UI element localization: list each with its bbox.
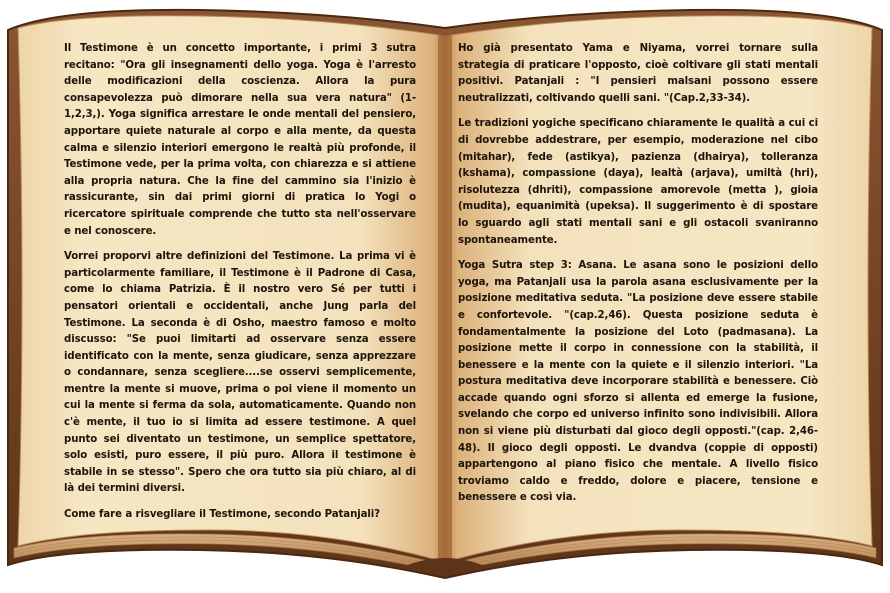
left-page-text <box>64 41 416 533</box>
left-paragraph-1: Il Testimone è un concetto importante, i primi 3 sutra recitano: "Ora gli insegnamenti dello yoga. Yoga è l'arresto delle modificazioni della coscienza. Allora la pura consapevolezza può dimorare nella sua vera natura" (1-1,2,3,). Yoga significa arrestare le onde mentali del pensiero, apportare quiete naturale al corpo e alla mente, da questa calma e silenzio interiori emergono le realtà più profonde, il Testimone vede, per la prima volta, con chiarezza e si attiene alla propria natura. Che la fine del cammino sia l'inizio è rassicurante, sin dai primi giorni di pratica lo Yogi o ricercatore spirituale comprende che tutto sta nell'osservare e nel conoscere. <box>64 43 416 237</box>
left-paragraph-2: Vorrei proporvi altre definizioni del Testimone. La prima vi è particolarmente familiare, il Testimone è il Padrone di Casa, come lo chiama Patrizia. È il nostro vero Sé per tutti i pensatori orientali e occidentali, anche Jung parla del Testimone. La seconda è di Osho, maestro famoso e molto discusso: "Se puoi limitarti ad osservare senza essere identificato con la mente, senza giudicare, senza apprezzare o condannare, senza scegliere....se osservi semplicemente, mentre la mente si muove, prima o poi viene il momento un cui la mente si ferma da sola, automaticamente. Quando non c'è mente, il tuo io si limita ad essere testimone. A quel punto sei diventato un testimone, un semplice spettatore, solo esisti, puro essere, il più puro. Allora il testimone è stabile in se stesso". Spero che ora tutto sia più chiaro, al di là dei termini diversi. <box>64 251 416 495</box>
right-paragraph-1: Ho già presentato Yama e Niyama, vorrei tornare sulla strategia di praticare l'opposto, cioè coltivare gli stati mentali positivi. Patanjali : "I pensieri malsani possono essere neutralizzati, coltivando quelli sani. "(Cap.2,33-34). <box>458 43 818 104</box>
book-spine <box>438 33 452 572</box>
right-paragraph-2: Le tradizioni yogiche specificano chiaramente le qualità a cui ci di dovrebbe addestrare, per esempio, moderazione nel cibo (mitahar), fede (astikya), pazienza (dhairya), tolleranza (kshama), compassione (daya), lealtà (arjava), umiltà (hri), risolutezza (dhriti), compassione amorevole (metta ), gioia (mudita), equanimità (upeksa). Il suggerimento è di spostare lo sguardo agli stati mentali sani e gli ostacoli svaniranno spontaneamente. <box>458 118 818 246</box>
left-paragraph-3: Come fare a risvegliare il Testimone, secondo Patanjali? <box>64 509 380 521</box>
right-paragraph-3: Yoga Sutra step 3: Asana. Le asana sono le posizioni dello yoga, ma Patanjali usa la parola asana esclusivamente per la posizione meditativa seduta. "La posizione deve essere stabile e confortevole. "(cap.2,46). Questa posizione seduta è fondamentalmente la posizione del Loto (padmasana). La posizione mette il corpo in connessione con la stabilità, il benessere e la mente con la quiete e il silenzio interiori. "La postura meditativa deve incorporare stabilità e benessere. Ciò accade quando ogni sforzo si allenta ed emerge la fusione, svelando che corpo ed universo infinito sono indivisibili. Allora non si viene più disturbati dal gioco degli opposti."(cap. 2,46-48). Il gioco degli opposti. Le dvandva (coppie di opposti) appartengono al piano fisico che mentale. A livello fisico troviamo caldo e freddo, dolore e piacere, tensione e benessere e così via. <box>458 260 818 504</box>
right-page-text <box>458 41 818 516</box>
